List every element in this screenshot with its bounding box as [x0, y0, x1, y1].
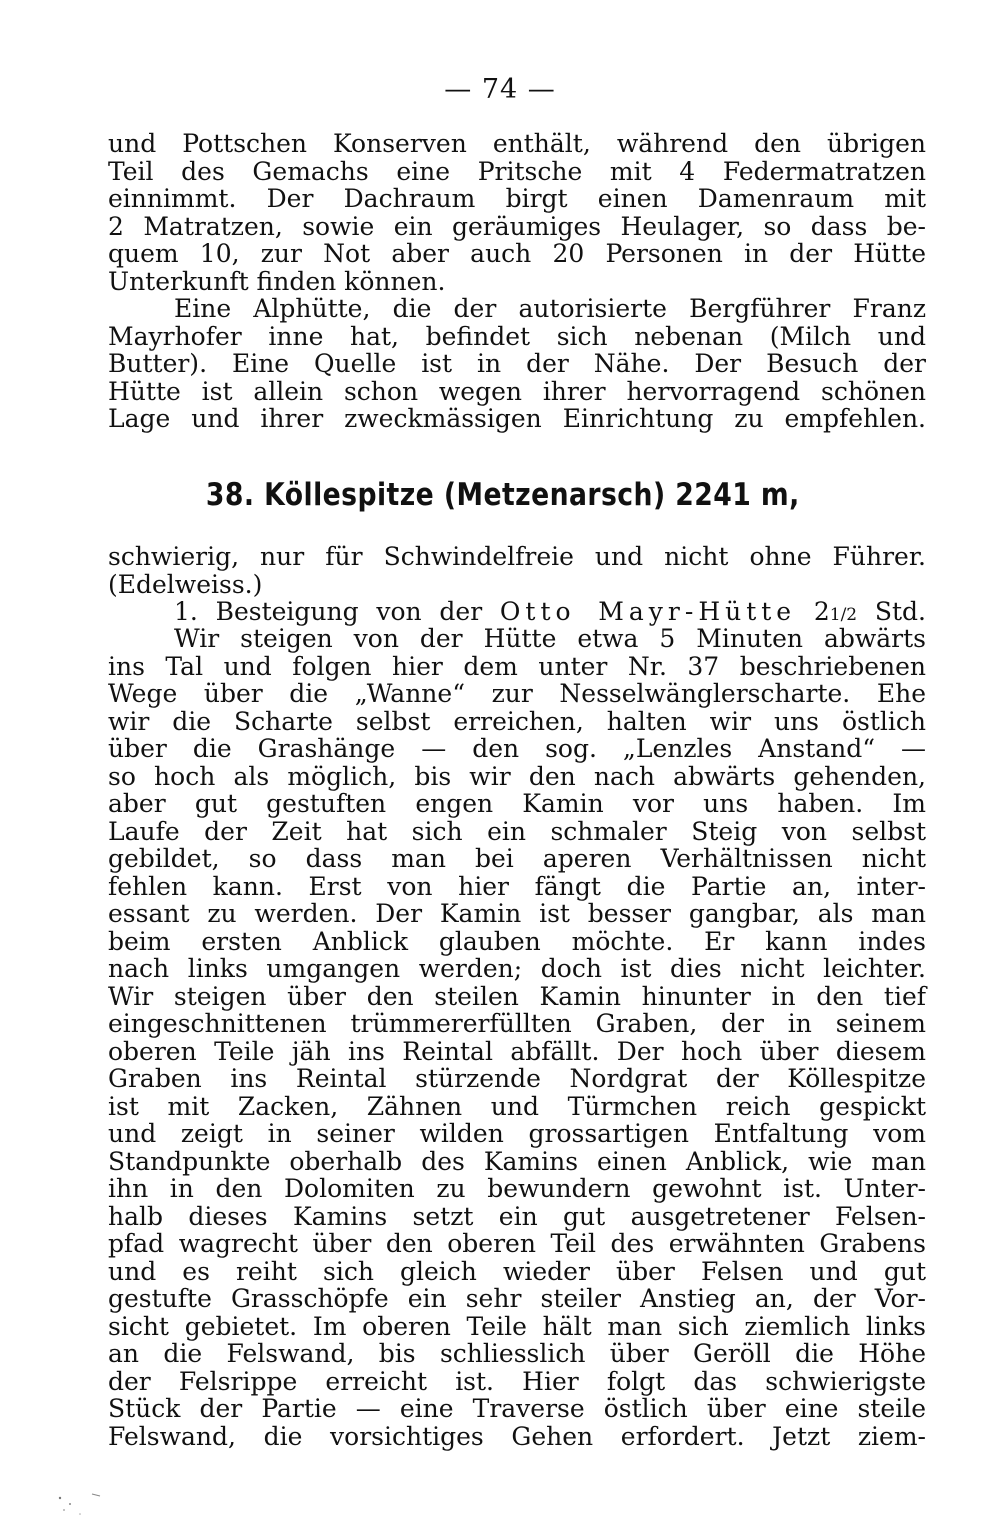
text-line: und es reiht sich gleich wieder über Felsen und gut — [108, 1256, 926, 1286]
text-line: so hoch als möglich, bis wir den nach abwärts gehenden, — [108, 761, 926, 791]
paragraph-alphuette — [108, 295, 926, 433]
text-line: schwierig, nur für Schwindelfreie und nicht ohne Führer. — [108, 542, 926, 571]
text-line: und Pottschen Konserven enthält, während den übrigen — [108, 129, 926, 158]
text-line: Unterkunft finden können. — [108, 266, 446, 296]
text-line: sicht gebietet. Im oberen Teile hält man sich ziemlich links — [108, 1311, 926, 1341]
text-line: an die Felswand, bis schliesslich über Geröll die Höhe — [108, 1339, 926, 1368]
text-line: Mayrhofer inne hat, befindet sich nebenan (Milch und — [108, 321, 926, 351]
text-line: 2 Matratzen, sowie ein geräumiges Heulager, so dass be- — [108, 211, 926, 241]
page-number: — 74 — — [444, 74, 556, 105]
scan-speck-marks — [52, 1490, 112, 1520]
text-line: Lage und ihrer zweckmässigen Einrichtung zu empfehlen. — [108, 404, 926, 433]
text-line: Laufe der Zeit hat sich ein schmaler Steig von selbst — [108, 816, 926, 846]
text-line: Hütte ist allein schon wegen ihrer hervorragend schönen — [108, 376, 926, 406]
text-line: (Edelweiss.) — [108, 569, 263, 599]
text-line: gestufte Grasschöpfe ein sehr steiler Anstieg an, der Vor- — [108, 1284, 926, 1313]
text-line: halb dieses Kamins setzt ein gut ausgetretener Felsen- — [108, 1201, 926, 1231]
text-line: Standpunkte oberhalb des Kamins einen Anblick, wie man — [108, 1146, 926, 1176]
text-line: ins Tal und folgen hier dem unter Nr. 37 beschriebenen — [108, 651, 926, 681]
route-time-unit: Std. — [857, 597, 926, 626]
text-line: fehlen kann. Erst von hier fängt die Partie an, inter- — [108, 871, 926, 901]
text-line: Wir steigen von der Hütte etwa 5 Minuten abwärts — [174, 624, 926, 653]
text-line: einnimmt. Der Dachraum birgt einen Damenraum mit — [108, 184, 926, 213]
text-line: Eine Alphütte, die der autorisierte Bergführer Franz — [174, 294, 926, 323]
hut-name: Otto Mayr-Hütte — [499, 597, 797, 626]
text-line: beim ersten Anblick glauben möchte. Er kann indes — [108, 926, 926, 956]
text-line: wir die Scharte selbst erreichen, halten wir uns östlich — [108, 706, 926, 736]
route-prefix: 1. Besteigung von der — [174, 597, 500, 626]
text-line: Butter). Eine Quelle ist in der Nähe. Der Besuch der — [108, 349, 926, 378]
text-line: Wege über die „Wanne“ zur Nesselwänglerscharte. Ehe — [108, 679, 926, 708]
text-line: ihn in den Dolomiten zu bewundern gewohnt ist. Unter- — [108, 1174, 926, 1203]
text-line: über die Grashänge — den sog. „Lenzles Anstand“ — — [108, 734, 926, 763]
section-intro — [108, 543, 926, 598]
text-line: Wir steigen über den steilen Kamin hinunter in den tief — [108, 981, 926, 1011]
text-line: pfad wagrecht über den oberen Teil des erwähnten Grabens — [108, 1229, 926, 1258]
text-line: ist mit Zacken, Zähnen und Türmchen reich gespickt — [108, 1091, 926, 1121]
route-heading — [108, 598, 926, 626]
text-line: nach links umgangen werden; doch ist dies nicht leichter. — [108, 954, 926, 983]
text-line: Felswand, die vorsichtiges Gehen erfordert. Jetzt ziem- — [108, 1421, 926, 1451]
route-line — [108, 598, 926, 626]
section-heading: 38. Köllespitze (Metzenarsch) 2241 m, — [205, 477, 800, 513]
text-line: und zeigt in seiner wilden grossartigen Entfaltung vom — [108, 1119, 926, 1148]
paragraph-hut-interior — [108, 130, 926, 295]
route-time: 2 — [796, 597, 830, 626]
text-line: eingeschnittenen trümmererfüllten Graben, der in seinem — [108, 1009, 926, 1038]
text-line: Graben ins Reintal stürzende Nordgrat der Köllespitze — [108, 1064, 926, 1093]
text-line: quem 10, zur Not aber auch 20 Personen in der Hütte — [108, 239, 926, 268]
text-line: der Felsrippe erreicht ist. Hier folgt das schwierigste — [108, 1366, 926, 1396]
text-line: Teil des Gemachs eine Pritsche mit 4 Federmatratzen — [108, 156, 926, 186]
text-line: oberen Teile jäh ins Reintal abfällt. Der hoch über diesem — [108, 1036, 926, 1066]
text-line: Stück der Partie — eine Traverse östlich über eine steile — [108, 1394, 926, 1423]
route-time-fraction: 1/2 — [829, 605, 858, 625]
text-line: gebildet, so dass man bei aperen Verhältnissen nicht — [108, 844, 926, 873]
text-line: essant zu werden. Der Kamin ist besser gangbar, als man — [108, 899, 926, 928]
paragraph-route — [108, 625, 926, 1450]
text-line: aber gut gestuften engen Kamin vor uns haben. Im — [108, 789, 926, 818]
